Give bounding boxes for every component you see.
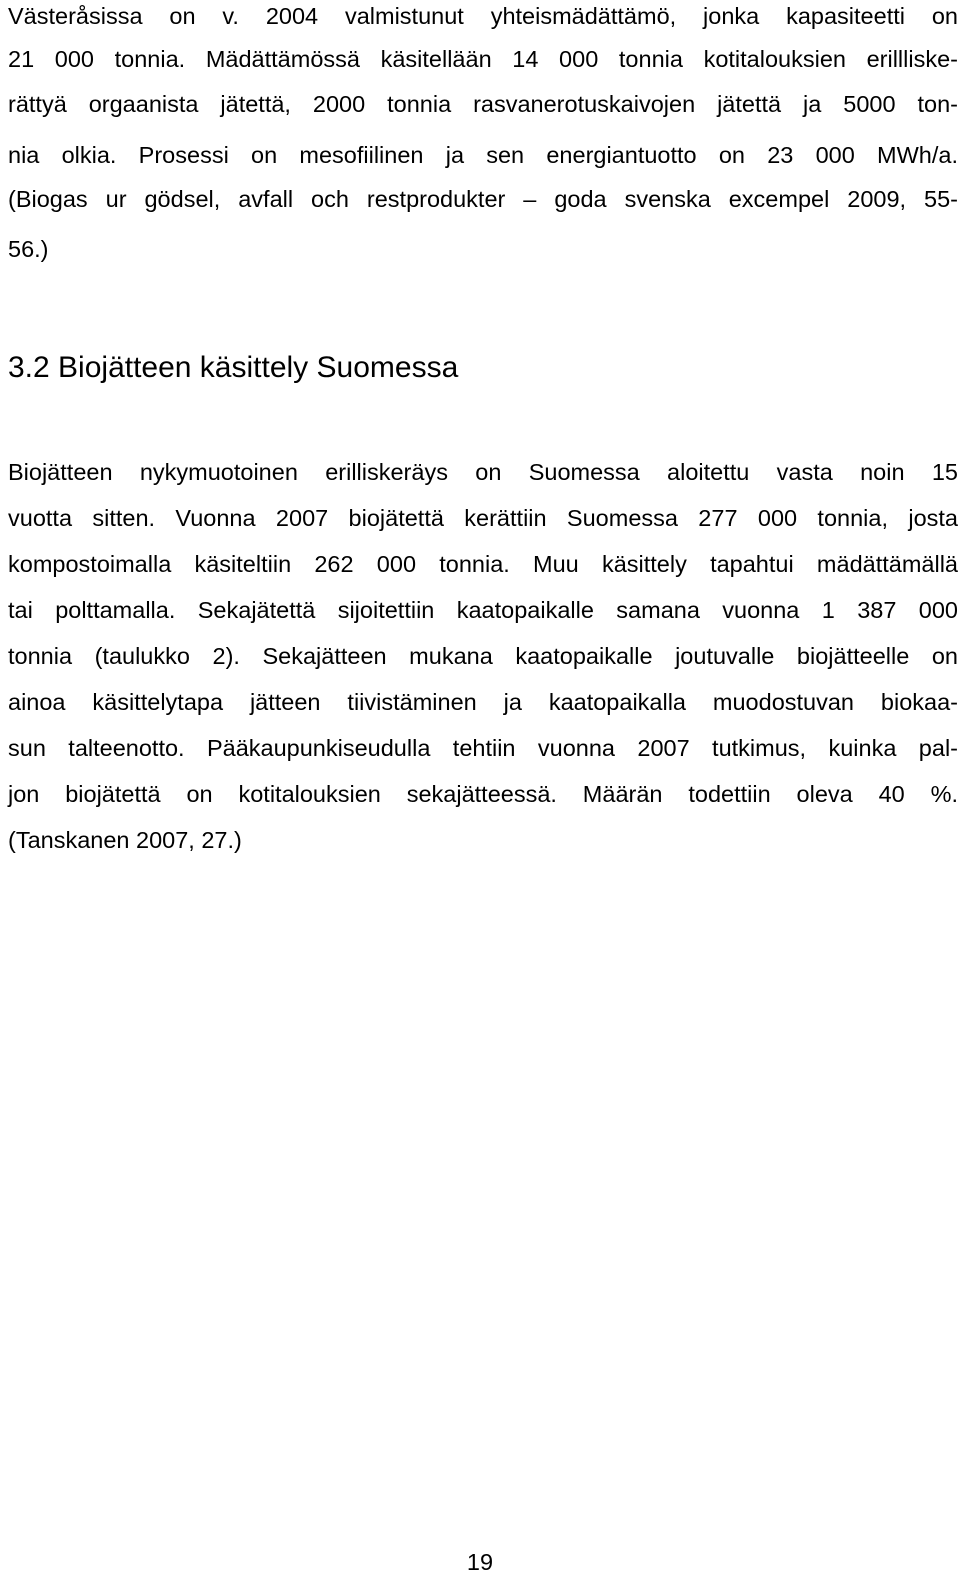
text-line: (Biogas ur gödsel, avfall och restprodukter – goda svenska excempel 2009, 55- (8, 186, 958, 212)
text-line: rättyä orgaanista jätettä, 2000 tonnia rasvanerotuskaivojen jätettä ja 5000 ton- (8, 91, 958, 117)
text-line: jon biojätettä on kotitalouksien sekajätteessä. Määrän todettiin oleva 40 %. (8, 781, 958, 807)
text-line: ainoa käsittelytapa jätteen tiivistäminen ja kaatopaikalla muodostuvan biokaa- (8, 689, 958, 715)
section-heading: 3.2 Biojätteen käsittely Suomessa (8, 351, 459, 384)
page-number: 19 (466, 1549, 494, 1575)
text-line: sun talteenotto. Pääkaupunkiseudulla tehtiin vuonna 2007 tutkimus, kuinka pal- (8, 735, 958, 761)
text-line: 21 000 tonnia. Mädättämössä käsitellään 14 000 tonnia kotitalouksien erillliske- (8, 46, 958, 72)
text-line: vuotta sitten. Vuonna 2007 biojätettä kerättiin Suomessa 277 000 tonnia, josta (8, 505, 958, 531)
text-line: tai polttamalla. Sekajätettä sijoitettiin kaatopaikalle samana vuonna 1 387 000 (8, 597, 958, 623)
text-line: (Tanskanen 2007, 27.) (8, 827, 242, 853)
text-line: Biojätteen nykymuotoinen erilliskeräys on Suomessa aloitettu vasta noin 15 (8, 459, 958, 485)
text-line: nia olkia. Prosessi on mesofiilinen ja sen energiantuotto on 23 000 MWh/a. (8, 142, 958, 168)
text-line: kompostoimalla käsiteltiin 262 000 tonnia. Muu käsittely tapahtui mädättämällä (8, 551, 958, 577)
text-line: tonnia (taulukko 2). Sekajätteen mukana kaatopaikalle joutuvalle biojätteelle on (8, 643, 958, 669)
text-line: 56.) (8, 236, 49, 262)
text-line: Västeråsissa on v. 2004 valmistunut yhteismädättämö, jonka kapasiteetti on (8, 3, 958, 29)
